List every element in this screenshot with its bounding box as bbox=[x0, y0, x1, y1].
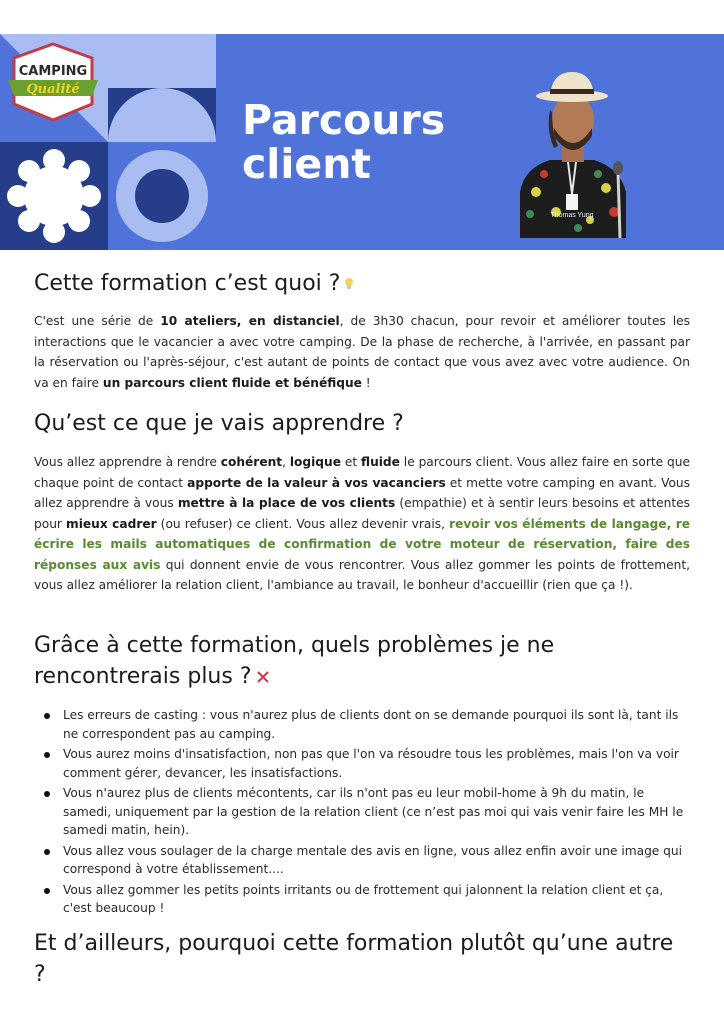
bullet-icon bbox=[44, 791, 50, 797]
text-run: ! bbox=[361, 375, 371, 390]
text-run: le parcours client. Vous allez faire en sorte que chaque point de contact bbox=[34, 455, 690, 490]
title-line-2: client bbox=[242, 140, 372, 188]
bullet-icon bbox=[44, 713, 50, 719]
problems-list bbox=[34, 706, 690, 920]
text-run: (ou refuser) ce client. Vous allez devenir vrais, bbox=[156, 516, 450, 531]
highlight-text: revoir vos éléments de langage, re écrire les mails automatiques de confirmation de votre moteur de réservation, faire des réponses aux avis bbox=[34, 516, 690, 572]
bold-text: cohérent bbox=[220, 455, 283, 469]
text-run: , de 3h30 chacun, pour revoir et améliorer toutes les interactions que le vacancier a avec votre camping. De la phase de recherche, à l'arrivée, en passant par la réservation ou l'après-séjour, c'est autant de points de contact que vous avez avec votre audience. On va en faire bbox=[34, 314, 690, 390]
text-run: C'est une série de bbox=[34, 314, 161, 328]
heading-what-is-it bbox=[34, 268, 354, 299]
list-item bbox=[34, 784, 690, 840]
heading-text: Grâce à cette formation, quels problèmes je ne rencontrerais plus ? bbox=[34, 633, 555, 689]
list-item-text: Vous aurez moins d'insatisfaction, non pas que l'on va résoudre tous les problèmes, mais l'on va voir comment gérer, devancer, les insatisfactions. bbox=[63, 747, 679, 780]
text-run: et mette votre camping en avant. Vous allez apprendre à vous bbox=[34, 475, 690, 510]
cross-icon bbox=[256, 670, 270, 684]
list-item bbox=[34, 881, 690, 918]
heading-why-this: Et d’ailleurs, pourquoi cette formation plutôt qu’une autre ? bbox=[34, 931, 674, 987]
bold-text: fluide bbox=[361, 455, 400, 469]
text-run: Vous allez apprendre à rendre bbox=[34, 455, 221, 469]
header-banner bbox=[0, 34, 724, 250]
list-item-text: Les erreurs de casting : vous n'aurez plus de clients dont on se demande pourquoi ils sont là, tant ils ne correspondent pas au camping. bbox=[63, 708, 679, 741]
heading-text: Cette formation c’est quoi ? bbox=[34, 271, 341, 296]
list-item bbox=[34, 745, 690, 782]
logo-text-bottom: Qualité bbox=[26, 82, 80, 97]
bold-text: mettre à la place de vos clients bbox=[177, 496, 396, 510]
bullet-icon bbox=[44, 849, 50, 855]
text-run: qui donnent envie de vous rencontrer. Vous allez gommer les points de frottement, vous allez améliorer la relation client, l'ambiance au travail, le bonheur d'accueillir (rien que ça !). bbox=[34, 557, 690, 592]
bold-text: mieux cadrer bbox=[66, 516, 157, 531]
list-item bbox=[34, 706, 690, 743]
camping-qualite-logo bbox=[6, 42, 100, 122]
list-item-text: Vous allez gommer les petits points irritants ou de frottement qui jalonnent la relation client et ça, c'est beaucoup ! bbox=[63, 882, 664, 915]
list-item bbox=[34, 842, 690, 879]
text-run: (empathie) et à sentir leurs besoins et attentes pour bbox=[34, 496, 690, 531]
bold-text: 10 ateliers, en distanciel bbox=[160, 314, 340, 328]
heading-problems bbox=[34, 630, 690, 692]
text-run: , bbox=[282, 455, 290, 469]
list-item-text: Vous n'aurez plus de clients mécontents, car ils n'ont pas eu leur mobil-home à 9h du matin, le samedi, uniquement par la gestion de la relation client (ce n’est pas moi qui vais venir faire les MH le samedi matin, hein). bbox=[63, 786, 684, 837]
bullet-icon bbox=[44, 888, 50, 894]
text-run: et bbox=[340, 455, 362, 469]
bold-text: logique bbox=[289, 455, 341, 469]
title-line-1: Parcours bbox=[242, 96, 446, 144]
bold-text: apporte de la valeur à vos vacanciers bbox=[187, 475, 446, 490]
heading-learn: Qu’est ce que je vais apprendre ? bbox=[34, 411, 404, 436]
logo-text-top: CAMPING bbox=[18, 64, 88, 79]
bullet-icon bbox=[44, 752, 50, 758]
lightbulb-icon bbox=[344, 277, 354, 291]
intro-paragraph bbox=[34, 311, 690, 393]
page-title bbox=[242, 98, 445, 186]
learn-paragraph bbox=[34, 452, 690, 596]
photo-caption: Thomas Yung bbox=[550, 212, 594, 219]
list-item-text: Vous allez vous soulager de la charge mentale des avis en ligne, vous allez enfin avoir une image qui correspond à votre établissement.... bbox=[63, 843, 683, 876]
bold-text: un parcours client fluide et bénéfique bbox=[102, 375, 362, 390]
